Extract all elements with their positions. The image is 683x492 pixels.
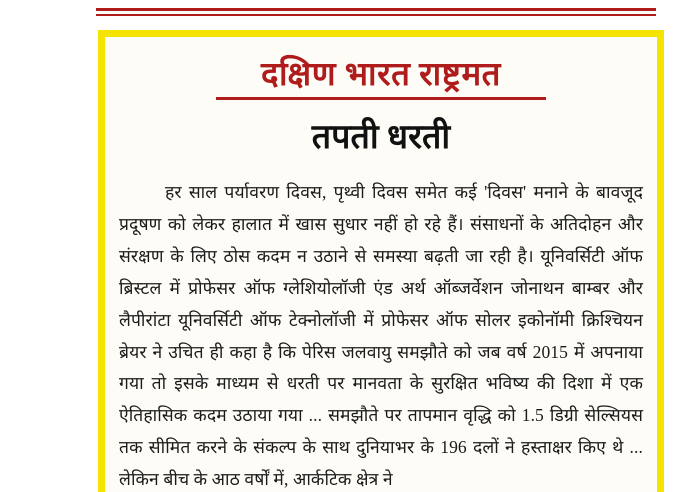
top-rule-group: [96, 8, 656, 24]
yellow-framed-clipping: [98, 30, 664, 492]
masthead-title: दक्षिण भारत राष्ट्रमत: [260, 57, 501, 93]
article-body-text: हर साल पर्यावरण दिवस, पृथ्वी दिवस समेत कई 'दिवस' मनाने के बावजूद प्रदूषण को लेकर हालात में खास सुधार नहीं हो रहे हैं। संसाधनों के अतिदोहन और संरक्षण के लिए ठोस कदम न उठाने से समस्या बढ़ती जा रही है। यूनिवर्सिटी ऑफ ब्रिस्टल में प्रोफेसर ऑफ ग्लेशियोलॉजी एंड अर्थ ऑब्जर्वेशन जोनाथन बाम्बर और लैपीरांटा यूनिवर्सिटी ऑफ टेक्नोलॉजी में प्रोफेसर ऑफ सोलर इकोनॉमी क्रिश्चियन ब्रेयर ने उचित ही कहा है कि पेरिस जलवायु समझौते को जब वर्ष 2015 में अपनाया गया तो इसके माध्यम से धरती पर मानवता के सुरक्षित भविष्य की दिशा में एक ऐतिहासिक कदम उठाया गया ... समझौते पर तापमान वृद्धि को 1.5 डिग्री सेल्सियस तक सीमित करने के संकल्प के साथ दुनियाभर के 196 दलों ने हस्ताक्षर किए थे ... लेकिन बीच के आठ वर्षों में, आर्कटिक क्षेत्र ने: [119, 182, 643, 489]
clipping-inner: [105, 37, 657, 492]
article-headline: तपती धरती: [311, 119, 451, 157]
top-rule-thin: [96, 14, 656, 16]
article-body: [119, 177, 643, 492]
masthead-underline: [216, 97, 546, 100]
top-rule-thick: [96, 8, 656, 11]
